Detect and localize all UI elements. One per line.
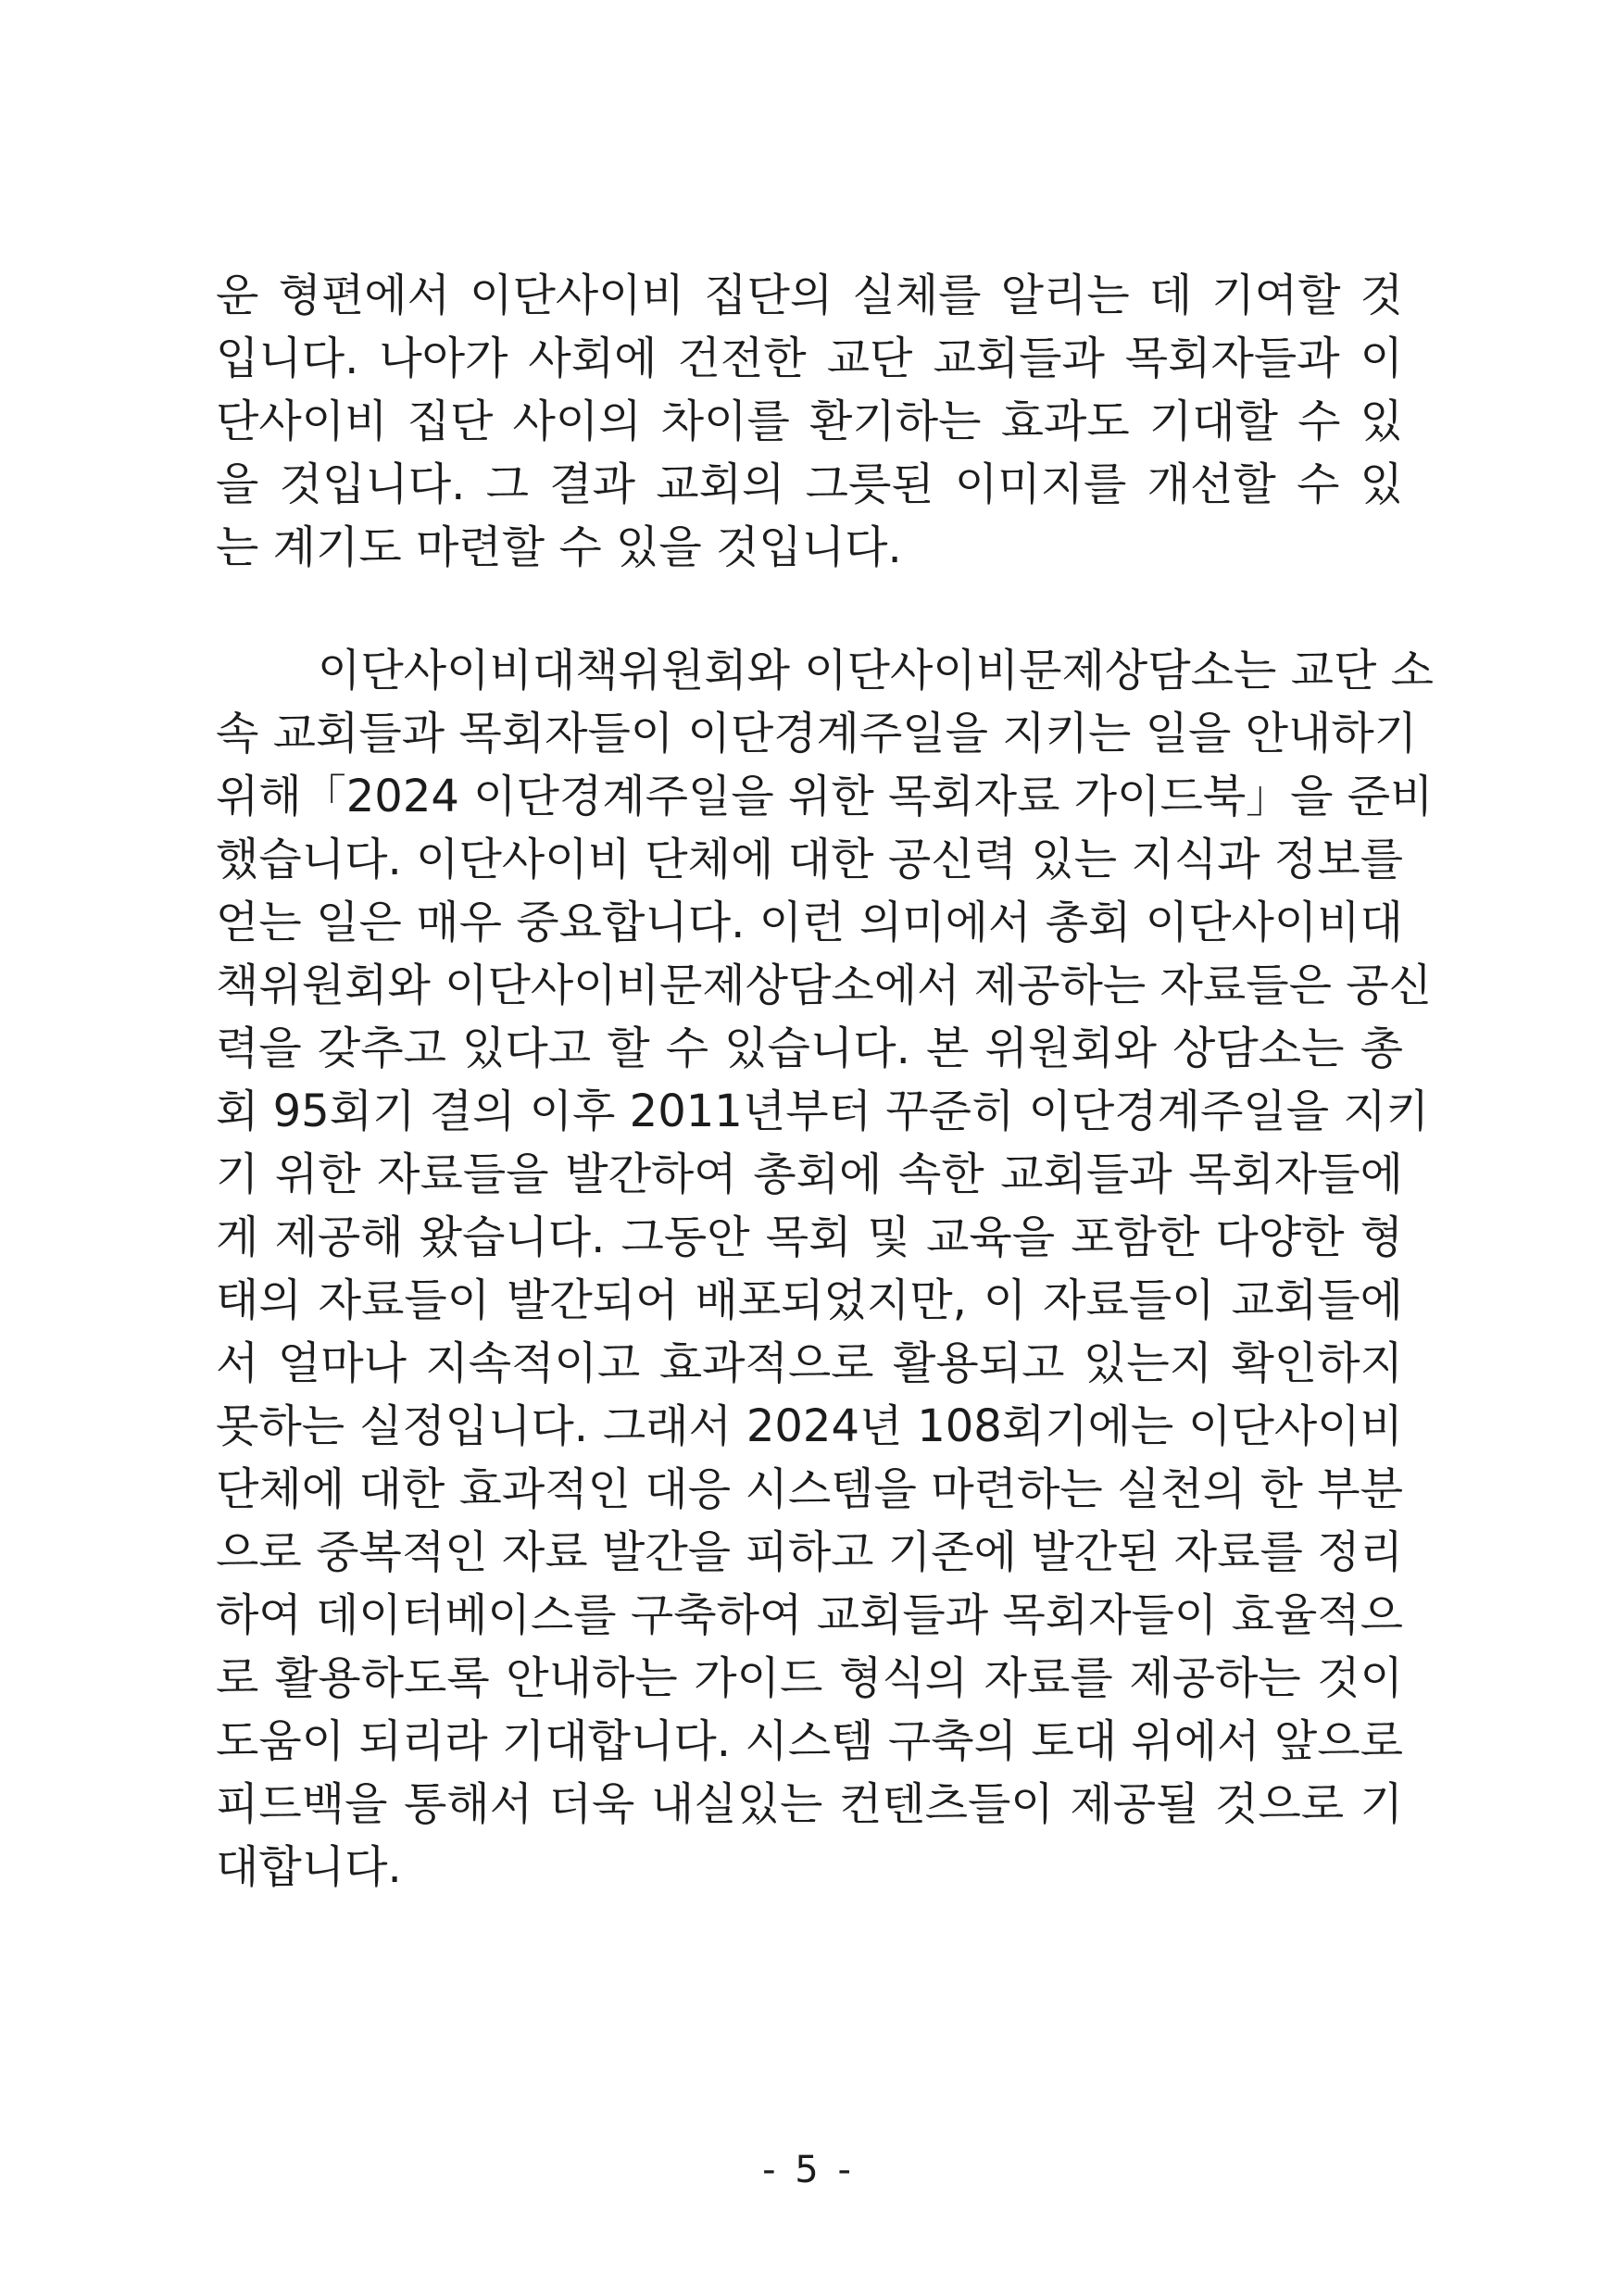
paragraph-2-line: 했습니다. 이단사이비 단체에 대한 공신력 있는 지식과 정보를 [216,834,1403,885]
paragraph-2 [216,639,1434,1899]
paragraph-1-line: 을 것입니다. 그 결과 교회의 그릇된 이미지를 개선할 수 있 [216,458,1403,510]
paragraph-2-line: 게 제공해 왔습니다. 그동안 목회 및 교육을 포함한 다양한 형 [216,1211,1403,1263]
paragraph-2-line: 태의 자료들이 발간되어 배포되었지만, 이 자료들이 교회들에 [216,1274,1403,1326]
paragraph-2-line: 로 활용하도록 안내하는 가이드 형식의 자료를 제공하는 것이 [216,1652,1403,1704]
paragraph-2-line: 책위원회와 이단사이비문제상담소에서 제공하는 자료들은 공신 [216,960,1432,1011]
paragraph-2-line: 못하는 실정입니다. 그래서 2024년 108회기에는 이단사이비 [216,1400,1403,1452]
page-number: - 5 - [762,2149,855,2191]
paragraph-2-line: 대합니다. [216,1841,402,1893]
paragraph-2-line: 얻는 일은 매우 중요합니다. 이런 의미에서 총회 이단사이비대 [216,897,1403,948]
paragraph-2-line: 위해「2024 이단경계주일을 위한 목회자료 가이드북」을 준비 [216,771,1434,822]
paragraph-1-line: 는 계기도 마련할 수 있을 것입니다. [216,521,902,573]
paragraph-2-line: 단체에 대한 효과적인 대응 시스템을 마련하는 실천의 한 부분 [216,1463,1403,1515]
paragraph-2-line: 서 얼마나 지속적이고 효과적으로 활용되고 있는지 확인하지 [216,1337,1403,1389]
paragraph-2-line: 회 95회기 결의 이후 2011년부터 꾸준히 이단경계주일을 지키 [216,1085,1430,1137]
paragraph-2-line: 도움이 되리라 기대합니다. 시스템 구축의 토대 위에서 앞으로 [216,1715,1403,1767]
paragraph-2-line: 피드백을 통해서 더욱 내실있는 컨텐츠들이 제공될 것으로 기 [216,1778,1403,1830]
paragraph-2-line: 력을 갖추고 있다고 할 수 있습니다. 본 위원회와 상담소는 총 [216,1023,1403,1074]
paragraph-2-line: 기 위한 자료들을 발간하여 총회에 속한 교회들과 목회자들에 [216,1148,1403,1200]
paragraph-2-line: 하여 데이터베이스를 구축하여 교회들과 목회자들이 효율적으 [216,1589,1403,1641]
paragraph-1-line: 입니다. 나아가 사회에 건전한 교단 교회들과 목회자들과 이 [216,332,1403,384]
paragraph-1 [216,264,1403,579]
paragraph-2-line: 으로 중복적인 자료 발간을 피하고 기존에 발간된 자료를 정리 [216,1526,1403,1578]
paragraph-2-line: 이단사이비대책위원회와 이단사이비문제상담소는 교단 소 [318,645,1434,696]
paragraph-1-line: 단사이비 집단 사이의 차이를 환기하는 효과도 기대할 수 있 [216,395,1403,447]
paragraph-2-line: 속 교회들과 목회자들이 이단경계주일을 지키는 일을 안내하기 [216,708,1418,759]
paragraph-1-line: 운 형편에서 이단사이비 집단의 실체를 알리는 데 기여할 것 [216,270,1403,321]
